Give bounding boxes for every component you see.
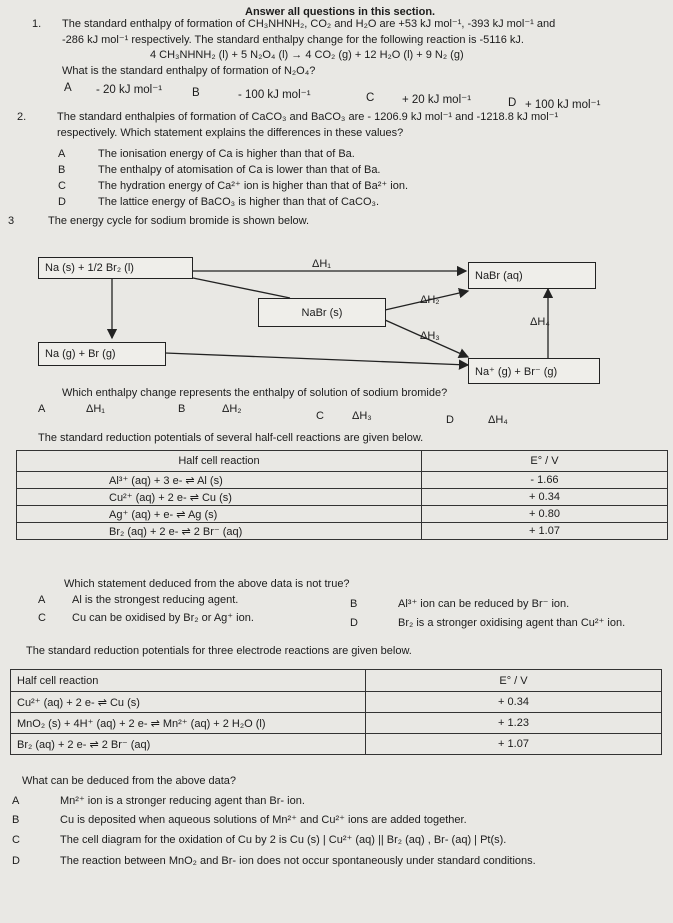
table-row xyxy=(17,506,668,523)
table-cell-e: + 1.07 xyxy=(422,523,668,540)
table-cell-reaction xyxy=(17,472,422,489)
q4-option-c-letter: C xyxy=(38,612,46,624)
reaction-left: Cu²⁺ (aq) + 2 e- xyxy=(17,696,95,709)
q5-option-b-letter: B xyxy=(12,814,20,826)
q1-option-a-text: - 20 kJ mol⁻¹ xyxy=(96,84,163,96)
q3-option-c-text: ΔH₃ xyxy=(352,410,372,422)
table-row xyxy=(11,713,662,734)
table-cell-e: - 1.66 xyxy=(422,472,668,489)
q2-option-a-letter: A xyxy=(58,148,66,160)
q3-intro: The energy cycle for sodium bromide is shown below. xyxy=(48,215,310,227)
q3-question: Which enthalpy change represents the enthalpy of solution of sodium bromide? xyxy=(62,387,448,399)
equilibrium-arrow-icon: ⇌ xyxy=(89,738,99,751)
q4-potentials-table xyxy=(16,450,668,540)
section-header: Answer all questions in this section. xyxy=(245,6,436,18)
q2-option-a-text: The ionisation energy of Ca is higher than that of Ba. xyxy=(98,148,355,160)
table-cell-reaction xyxy=(17,523,422,540)
q1-option-d-letter: D xyxy=(508,97,517,109)
table-row xyxy=(11,734,662,755)
q1-option-c-text: + 20 kJ mol⁻¹ xyxy=(402,94,472,106)
cycle-label-h3: ΔH₃ xyxy=(420,330,440,342)
table-header-row xyxy=(17,451,668,472)
reaction-right: Cu (s) xyxy=(201,491,232,504)
reaction-left: Br₂ (aq) + 2 e- xyxy=(17,738,87,751)
table-cell-reaction xyxy=(11,692,366,713)
reaction-left: Ag⁺ (aq) + e- xyxy=(109,508,174,521)
q1-option-c-letter: C xyxy=(366,92,375,104)
q1-option-d-text: + 100 kJ mol⁻¹ xyxy=(525,99,601,111)
table-row xyxy=(17,523,668,540)
equilibrium-arrow-icon: ⇌ xyxy=(185,474,195,487)
q4-option-d-letter: D xyxy=(350,617,358,629)
table-cell-e: + 0.80 xyxy=(422,506,668,523)
q3-option-c-letter: C xyxy=(316,410,324,422)
cycle-label-h4: ΔH₄ xyxy=(530,316,550,328)
q3-option-b-text: ΔH₂ xyxy=(222,403,242,415)
reaction-left: Br₂ (aq) + 2 e- xyxy=(109,525,179,538)
q1-option-a-letter: A xyxy=(64,82,72,94)
equilibrium-arrow-icon: ⇌ xyxy=(97,696,107,709)
q1-text-line1: The standard enthalpy of formation of CH₃NHNH₂, CO₂ and H₂O are +53 kJ mol⁻¹, -393 kJ mol⁻¹ and xyxy=(62,18,556,30)
table-cell-e: + 0.34 xyxy=(366,692,662,713)
equilibrium-arrow-icon: ⇌ xyxy=(189,491,199,504)
q1-equation: 4 CH₃NHNH₂ (l) + 5 N₂O₄ (l) → 4 CO₂ (g) + 12 H₂O (l) + 9 N₂ (g) xyxy=(150,49,464,61)
q1-text-line2: -286 kJ mol⁻¹ respectively. The standard enthalpy change for the following reaction is -5116 kJ. xyxy=(62,34,524,46)
q4-intro: The standard reduction potentials of several half-cell reactions are given below. xyxy=(38,432,424,444)
table-cell-reaction xyxy=(17,506,422,523)
table-cell-reaction xyxy=(11,713,366,734)
equilibrium-arrow-icon: ⇌ xyxy=(181,525,191,538)
q1-number: 1. xyxy=(32,18,42,30)
table-row xyxy=(17,489,668,506)
q1-option-b-letter: B xyxy=(192,87,200,99)
cycle-box-na-plus-br-minus: Na⁺ (g) + Br⁻ (g) xyxy=(468,358,600,384)
q1-option-b-text: - 100 kJ mol⁻¹ xyxy=(238,89,311,101)
cycle-box-nabr-s: NaBr (s) xyxy=(258,298,386,327)
equilibrium-arrow-icon: ⇌ xyxy=(176,508,186,521)
q5-option-a-letter: A xyxy=(12,795,20,807)
reaction-left: Al³⁺ (aq) + 3 e- xyxy=(109,474,183,487)
cycle-label-h2: ΔH₂ xyxy=(420,294,440,306)
q3-number: 3 xyxy=(8,215,15,227)
reaction-right: Mn²⁺ (aq) + 2 H₂O (l) xyxy=(162,717,266,730)
q2-option-c-letter: C xyxy=(58,180,66,192)
q5-option-c-letter: C xyxy=(12,834,20,846)
reaction-left: Cu²⁺ (aq) + 2 e- xyxy=(109,491,187,504)
table-cell-reaction xyxy=(17,489,422,506)
table-cell-e: + 1.07 xyxy=(366,734,662,755)
q5-option-d-text: The reaction between MnO₂ and Br- ion does not occur spontaneously under standard conditions. xyxy=(60,855,536,867)
q4-option-b-letter: B xyxy=(350,598,358,610)
q4-option-d-text: Br₂ is a stronger oxidising agent than Cu²⁺ ion. xyxy=(398,617,626,629)
q5-potentials-table xyxy=(10,669,662,755)
q5-question: What can be deduced from the above data? xyxy=(22,775,237,787)
cycle-label-h1: ΔH₁ xyxy=(312,258,332,270)
q4-question: Which statement deduced from the above data is not true? xyxy=(64,578,350,590)
q2-option-b-text: The enthalpy of atomisation of Ca is lower than that of Ba. xyxy=(98,164,381,176)
q2-option-b-letter: B xyxy=(58,164,66,176)
reaction-right: 2 Br⁻ (aq) xyxy=(101,738,151,751)
q5-option-c-text: The cell diagram for the oxidation of Cu by 2 is Cu (s) | Cu²⁺ (aq) || Br₂ (aq) , Br- (aq) | Pt(s). xyxy=(60,834,507,846)
q4-option-b-text: Al³⁺ ion can be reduced by Br⁻ ion. xyxy=(398,598,570,610)
q3-option-b-letter: B xyxy=(178,403,186,415)
q5-option-d-letter: D xyxy=(12,855,20,867)
reaction-left: MnO₂ (s) + 4H⁺ (aq) + 2 e- xyxy=(17,717,148,730)
q5-intro: The standard reduction potentials for three electrode reactions are given below. xyxy=(26,645,412,657)
reaction-right: 2 Br⁻ (aq) xyxy=(193,525,243,538)
q2-option-d-letter: D xyxy=(58,196,66,208)
table-header-e: E° / V xyxy=(366,670,662,692)
table-cell-e: + 0.34 xyxy=(422,489,668,506)
q4-option-a-text: Al is the strongest reducing agent. xyxy=(72,594,239,606)
reaction-right: Cu (s) xyxy=(109,696,140,709)
q3-option-d-letter: D xyxy=(446,414,454,426)
q2-text-line1: The standard enthalpies of formation of CaCO₃ and BaCO₃ are - 1206.9 kJ mol⁻¹ and -1218.8 kJ mol⁻¹ xyxy=(57,111,559,123)
table-row xyxy=(11,692,662,713)
table-header-e: E° / V xyxy=(422,451,668,472)
q2-option-d-text: The lattice energy of BaCO₃ is higher than that of CaCO₃. xyxy=(98,196,380,208)
q3-option-a-letter: A xyxy=(38,403,46,415)
q2-text-line2: respectively. Which statement explains the differences in these values? xyxy=(57,127,404,139)
q3-option-d-text: ΔH₄ xyxy=(488,414,508,426)
q3-option-a-text: ΔH₁ xyxy=(86,403,106,415)
q4-option-a-letter: A xyxy=(38,594,46,606)
q4-option-c-text: Cu can be oxidised by Br₂ or Ag⁺ ion. xyxy=(72,612,254,624)
table-header-half-cell: Half cell reaction xyxy=(11,670,366,692)
reaction-right: Ag (s) xyxy=(187,508,218,521)
table-row xyxy=(17,472,668,489)
cycle-box-na-g-br-g: Na (g) + Br (g) xyxy=(38,342,166,366)
table-header-half-cell: Half cell reaction xyxy=(17,451,422,472)
table-cell-reaction xyxy=(11,734,366,755)
table-header-row xyxy=(11,670,662,692)
q5-option-b-text: Cu is deposited when aqueous solutions of Mn²⁺ and Cu²⁺ ions are added together. xyxy=(60,814,467,826)
q5-option-a-text: Mn²⁺ ion is a stronger reducing agent than Br- ion. xyxy=(60,795,305,807)
equilibrium-arrow-icon: ⇌ xyxy=(150,717,160,730)
q2-option-c-text: The hydration energy of Ca²⁺ ion is higher than that of Ba²⁺ ion. xyxy=(98,180,409,192)
reaction-right: Al (s) xyxy=(197,474,223,487)
q2-number: 2. xyxy=(17,111,27,123)
cycle-box-nabr-aq: NaBr (aq) xyxy=(468,262,596,289)
table-cell-e: + 1.23 xyxy=(366,713,662,734)
q1-question: What is the standard enthalpy of formation of N₂O₄? xyxy=(62,65,316,77)
cycle-box-na-s-br2-l: Na (s) + 1/2 Br₂ (l) xyxy=(38,257,193,279)
